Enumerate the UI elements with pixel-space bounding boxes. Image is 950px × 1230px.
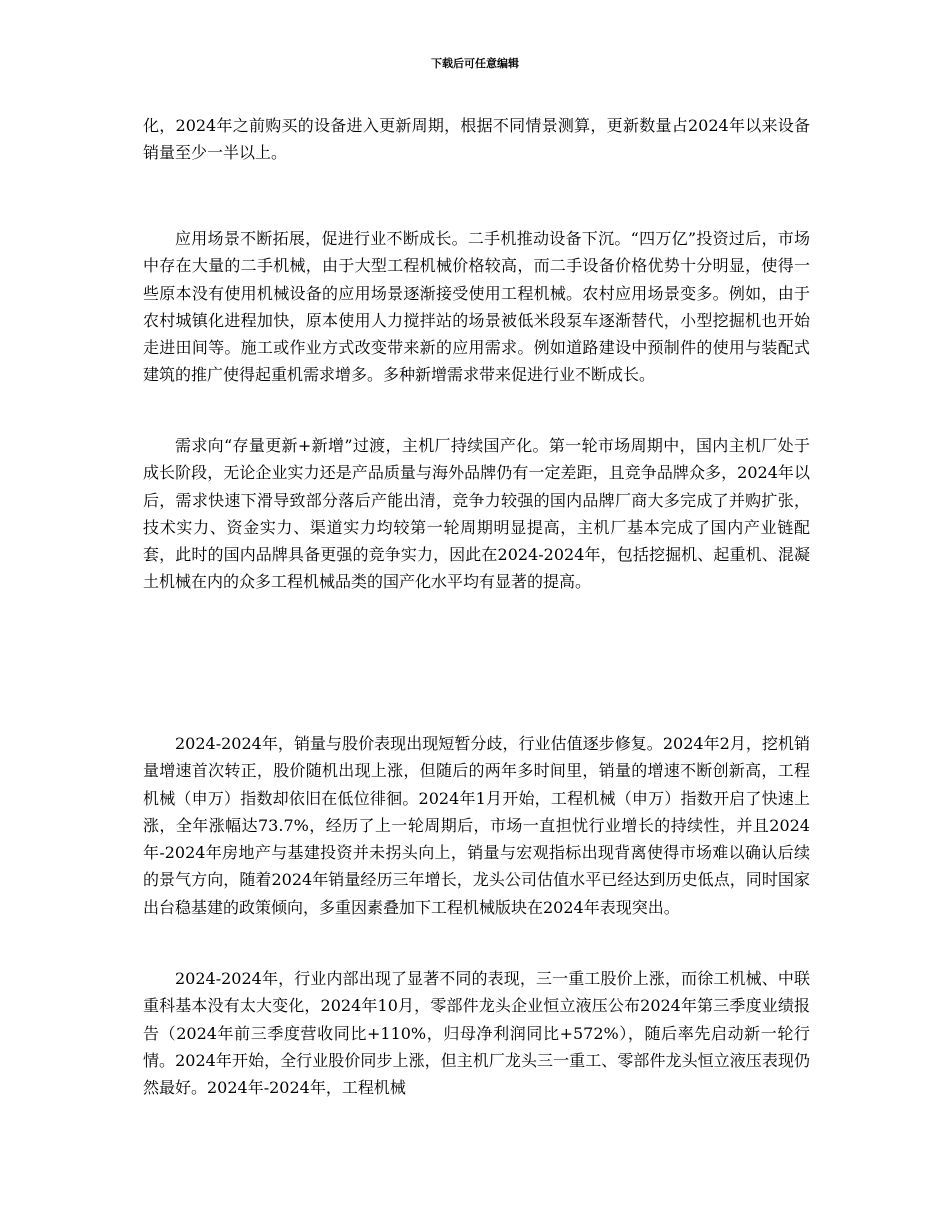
paragraph-1: 化，2024年之前购买的设备进入更新周期，根据不同情景测算，更新数量占2024年以来设备销量至少一半以上。 bbox=[143, 116, 810, 163]
paragraph-4: 2024-2024年，销量与股价表现出现短暂分歧，行业估值逐步修复。2024年2月，挖机销量增速首次转正，股价随机出现上涨，但随后的两年多时间里，销量的增速不断创新高，工程机械（申万）指数却依旧在低位徘徊。2024年1月开始，工程机械（申万）指数开启了快速上涨，全年涨幅达73.7%，经历了上一轮周期后，市场一直担忧行业增长的持续性，并且2024年-2024年房地产与基建投资并未拐头向上，销量与宏观指标出现背离使得市场难以确认后续的景气方向，随着2024年销量经历三年增长，龙头公司估值水平已经达到历史低点，同时国家出台稳基建的政策倾向，多重因素叠加下工程机械版块在2024年表现突出。 bbox=[143, 734, 810, 917]
page-header: 下载后可任意编辑 bbox=[431, 57, 519, 70]
paragraph-5: 2024-2024年，行业内部出现了显著不同的表现，三一重工股价上涨，而徐工机械、中联重科基本没有太大变化，2024年10月，零部件龙头企业恒立液压公布2024年第三季度业绩报告（2024年前三季度营收同比+110%，归母净利润同比+572%），随后率先启动新一轮行情。2024年开始，全行业股价同步上涨，但主机厂龙头三一重工、零部件龙头恒立液压表现仍然最好。2024年-2024年，工程机械 bbox=[143, 969, 810, 1098]
paragraph-3: 需求向“存量更新+新增”过渡，主机厂持续国产化。第一轮市场周期中，国内主机厂处于成长阶段，无论企业实力还是产品质量与海外品牌仍有一定差距，且竞争品牌众多，2024年以后，需求快速下滑导致部分落后产能出清，竞争力较强的国内品牌厂商大多完成了并购扩张，技术实力、资金实力、渠道实力均较第一轮周期明显提高，主机厂基本完成了国内产业链配套，此时的国内品牌具备更强的竞争实力，因此在2024-2024年，包括挖掘机、起重机、混凝土机械在内的众多工程机械品类的国产化水平均有显著的提高。 bbox=[143, 436, 810, 592]
paragraph-2: 应用场景不断拓展，促进行业不断成长。二手机推动设备下沉。“四万亿”投资过后，市场中存在大量的二手机械，由于大型工程机械价格较高，而二手设备价格优势十分明显，使得一些原本没有使用机械设备的应用场景逐渐接受使用工程机械。农村应用场景变多。例如，由于农村城镇化进程加快，原本使用人力搅拌站的场景被低米段泵车逐渐替代，小型挖掘机也开始走进田间等。施工或作业方式改变带来新的应用需求。例如道路建设中预制件的使用与装配式建筑的推广使得起重机需求增多。多种新增需求带来促进行业不断成长。 bbox=[143, 229, 810, 385]
